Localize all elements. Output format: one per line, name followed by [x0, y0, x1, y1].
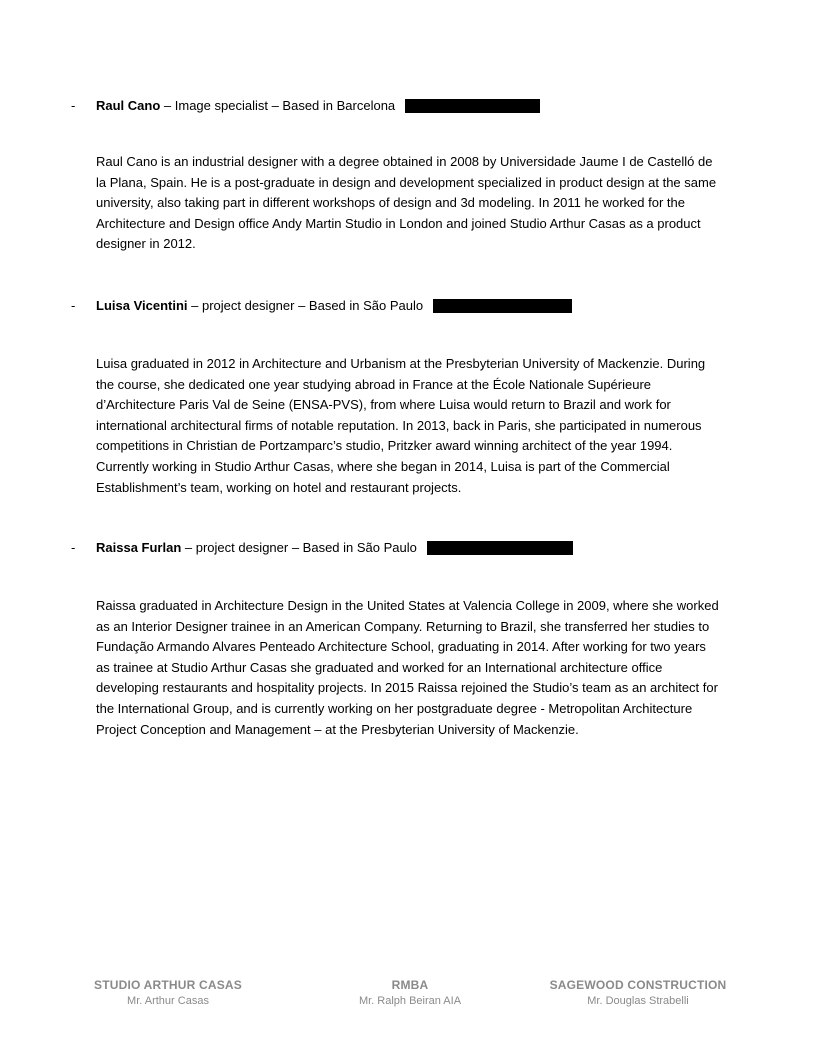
footer-company: STUDIO ARTHUR CASAS	[93, 978, 243, 992]
entry-header	[0, 538, 816, 558]
member-name: Raissa Furlan	[96, 540, 182, 555]
footer-company: RMBA	[391, 978, 429, 992]
member-bio: Raissa graduated in Architecture Design in the United States at Valencia College in 2009, where she worked as an Interior Designer trainee in an American Company. Returning to Brazil, she transferred her studies to Fundação Armando Alvares Penteado Architecture School, graduating in 2014. After working for two years as trainee at Studio Arthur Casas she graduated and worked for an International architecture office developing restaurants and hospitality projects. In 2015 Raissa rejoined the Studio’s team as an architect for the International Group, and is currently working on her postgraduate degree - Metropolitan Architecture Project Conception and Management – at the Presbyterian University of Mackenzie.	[96, 598, 719, 737]
footer-person: Mr. Ralph Beiran AIA	[358, 995, 462, 1007]
header-text	[96, 96, 540, 116]
redaction-bar	[427, 541, 573, 555]
list-dash: -	[71, 540, 76, 555]
footer-left	[58, 977, 278, 1009]
footer-center	[300, 977, 520, 1009]
redaction-bar	[405, 99, 540, 113]
page-footer	[0, 977, 816, 1017]
member-name: Raul Cano	[96, 98, 161, 113]
footer-person: Mr. Arthur Casas	[127, 995, 209, 1007]
entry-header	[0, 96, 816, 116]
member-bio: Raul Cano is an industrial designer with a degree obtained in 2008 by Universidade Jaume I de Castelló de la Plana, Spain. He is a post-graduate in design and development specialized in product design at the same university, also taking part in different workshops of design and 3d modeling. In 2011 he worked for the Architecture and Design office Andy Martin Studio in London and joined Studio Arthur Casas as a product designer in 2012.	[96, 154, 717, 252]
footer-right	[528, 977, 748, 1009]
member-role: – project designer – Based in São Paulo	[181, 540, 417, 555]
entry-header	[0, 296, 816, 316]
member-bio: Luisa graduated in 2012 in Architecture and Urbanism at the Presbyterian University of Mackenzie. During the course, she dedicated one year studying abroad in France at the École Nationale Supérieure d’Architecture Paris Val de Seine (ENSA-PVS), from where Luisa would return to Brazil and work for international architectural firms of notable reputation. In 2013, back in Paris, she participated in numerous competitions in Christian de Portzamparc’s studio, Pritzker award winning architect of the year 1994. Currently working in Studio Arthur Casas, where she began in 2014, Luisa is part of the Commercial Establishment’s team, working on hotel and restaurant projects.	[96, 356, 706, 495]
member-name: Luisa Vicentini	[96, 298, 188, 313]
redaction-bar	[433, 299, 572, 313]
member-role: – project designer – Based in São Paulo	[187, 298, 424, 313]
footer-company: SAGEWOOD CONSTRUCTION	[549, 978, 727, 992]
member-role: – Image specialist – Based in Barcelona	[160, 98, 396, 113]
header-text	[96, 296, 572, 316]
list-dash: -	[71, 98, 76, 113]
footer-person: Mr. Douglas Strabelli	[587, 995, 689, 1007]
list-dash: -	[71, 298, 76, 313]
header-text	[96, 538, 573, 558]
